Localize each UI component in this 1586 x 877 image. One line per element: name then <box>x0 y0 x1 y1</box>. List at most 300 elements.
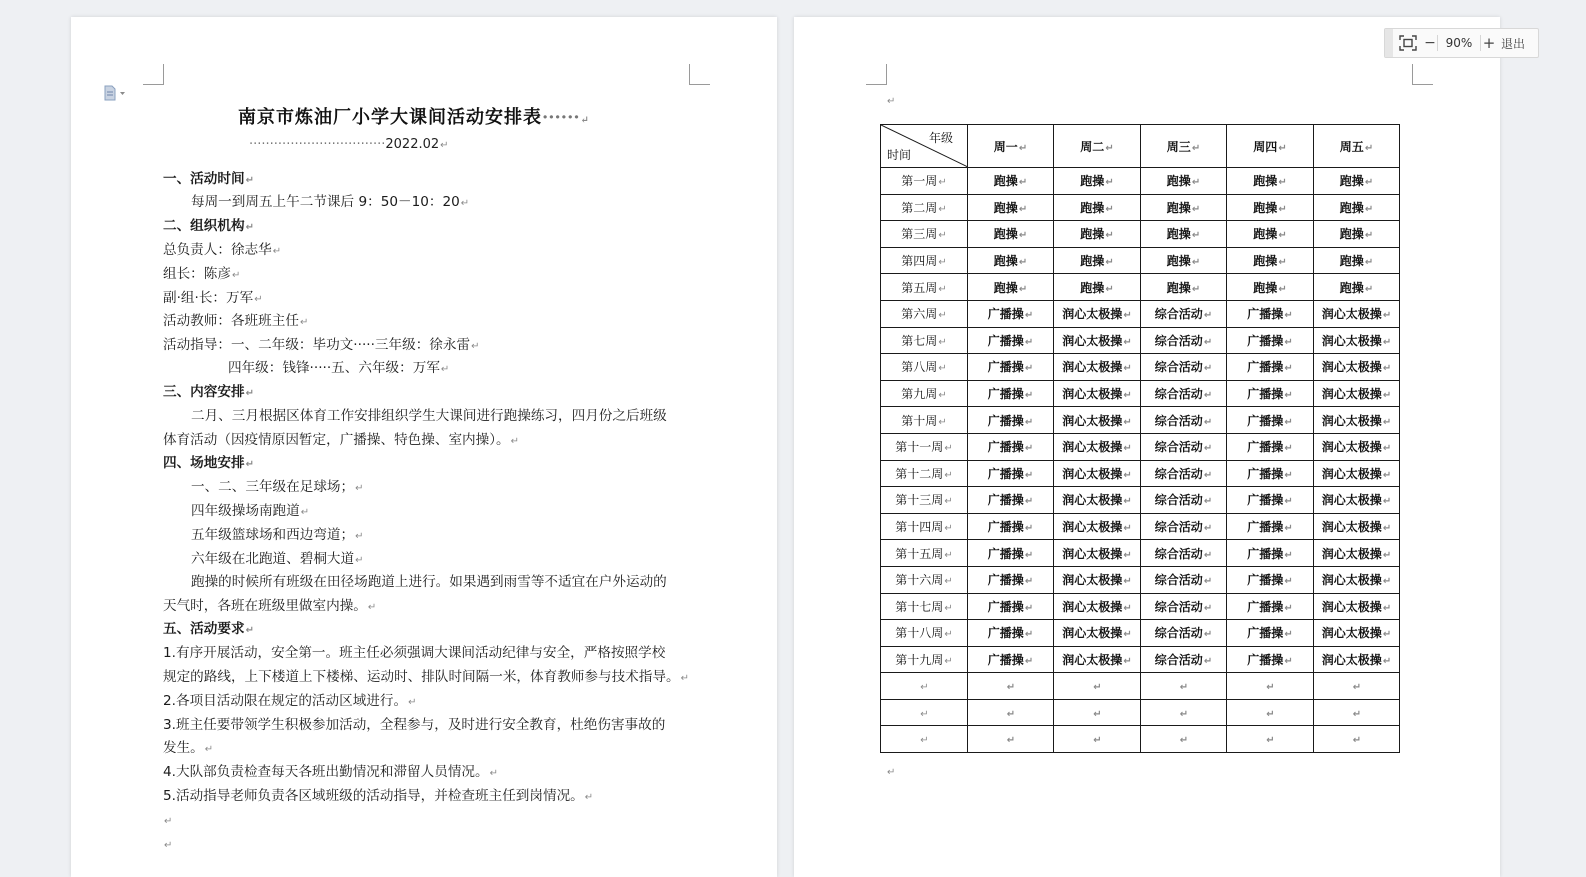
paragraph-mark: ↵ <box>1191 257 1201 269</box>
paragraph-mark: ↵ <box>944 469 953 481</box>
table-cell-activity-text: 综合活动 <box>1154 387 1203 402</box>
table-cell-activity <box>1227 433 1314 460</box>
paragraph-mark: ↵ <box>1179 708 1189 720</box>
table-cell-activity <box>968 354 1054 381</box>
text-line: 4.大队部负责检查每天各班出勤情况和滞留人员情况。↵ <box>163 764 499 780</box>
table-cell-activity-text: 广播操 <box>987 360 1024 375</box>
document-page-1 <box>71 17 777 877</box>
paragraph-mark: ↵ <box>1018 177 1028 189</box>
paragraph-mark: ↵ <box>1179 735 1189 747</box>
paragraph-mark: ↵ <box>1284 416 1293 428</box>
table-cell-activity-text: 润心太极操 <box>1062 466 1123 481</box>
table-row <box>881 194 1400 221</box>
table-cell-activity-text: 跑操 <box>1253 280 1278 295</box>
paragraph-mark: ↵ <box>1191 283 1201 295</box>
table-cell-activity <box>1227 487 1314 514</box>
table-cell-activity-text: 广播操 <box>1247 387 1284 402</box>
paragraph-mark: ↵ <box>1203 549 1213 561</box>
table-cell-week-text: 第十一周 <box>895 440 944 455</box>
paragraph-mark: ↵ <box>944 576 953 588</box>
table-header-day <box>1314 125 1400 168</box>
section-heading-content: 三、内容安排↵ <box>163 384 254 400</box>
table-cell-activity <box>1054 513 1141 540</box>
paragraph-mark: ↵ <box>1364 283 1374 295</box>
paragraph-mark: ↵ <box>1382 602 1392 614</box>
table-cell-week-text: 第十五周 <box>895 546 944 561</box>
table-cell-activity <box>968 327 1054 354</box>
paragraph-mark: ↵ <box>1203 655 1213 667</box>
paragraph-mark: ↵ <box>938 177 947 189</box>
paragraph-mark: ↵ <box>938 230 947 242</box>
table-cell-activity <box>1227 566 1314 593</box>
table-cell-activity <box>1314 221 1400 248</box>
paragraph-mark: ↵ <box>1364 203 1374 215</box>
table-cell-activity <box>1227 354 1314 381</box>
text-line: 活动教师：各班班主任↵ <box>163 313 309 329</box>
table-cell-activity-text: 广播操 <box>1247 413 1284 428</box>
table-cell-activity-text: 跑操 <box>993 174 1018 189</box>
paragraph-mark: ↵ <box>1203 629 1213 641</box>
table-row <box>881 221 1400 248</box>
table-cell-activity-text: 润心太极操 <box>1321 520 1382 535</box>
paragraph-mark: ↵ <box>944 549 953 561</box>
table-cell-activity-text: 综合活动 <box>1154 573 1203 588</box>
table-cell-activity-text: 广播操 <box>987 440 1024 455</box>
section-heading-venue: 四、场地安排↵ <box>163 455 254 471</box>
table-cell-activity-text: 跑操 <box>1253 174 1278 189</box>
table-cell-activity <box>1054 194 1141 221</box>
paragraph-mark: ↵ <box>1266 735 1275 747</box>
paragraph-mark: ↵ <box>1203 443 1213 455</box>
zoom-in-button[interactable]: + <box>1482 34 1496 52</box>
table-cell-activity <box>1314 673 1400 700</box>
table-cell-activity-text: 广播操 <box>987 466 1024 481</box>
table-cell-week <box>881 540 968 567</box>
paragraph-mark: ↵ <box>1123 496 1132 508</box>
crop-mark-top-right <box>689 64 710 85</box>
table-cell-activity <box>1314 699 1400 726</box>
paragraph-mark: ↵ <box>1284 336 1293 348</box>
table-cell-week <box>881 513 968 540</box>
table-cell-activity <box>968 673 1054 700</box>
paragraph-mark: ↵ <box>1191 203 1201 215</box>
toolbar-grip[interactable] <box>1385 29 1393 57</box>
table-cell-activity-text: 跑操 <box>1080 280 1105 295</box>
section-heading-time: 一、活动时间↵ <box>163 171 254 187</box>
table-cell-week <box>881 673 968 700</box>
table-cell-activity <box>1054 433 1141 460</box>
table-cell-activity <box>968 487 1054 514</box>
paragraph-mark: ↵ <box>1105 257 1114 269</box>
paragraph-mark: ↵ <box>1123 576 1132 588</box>
table-cell-activity-text: 润心太极操 <box>1062 440 1123 455</box>
table-cell-activity-text: 跑操 <box>1253 227 1278 242</box>
table-cell-activity <box>1227 221 1314 248</box>
paragraph-mark: ↵ <box>1266 682 1275 694</box>
text-line: 体育活动（因疫情原因暂定，广播操、特色操、室内操）。↵ <box>163 432 520 448</box>
table-cell-activity-text: 综合活动 <box>1154 626 1203 641</box>
paragraph-mark: ↵ <box>1024 576 1034 588</box>
text-line: 跑操的时候所有班级在田径场跑道上进行。如果遇到雨雪等不适宜在户外运动的 <box>191 574 667 590</box>
paragraph-mark: ↵ <box>1093 682 1102 694</box>
table-cell-activity-text: 广播操 <box>1247 599 1284 614</box>
empty-paragraph: ↵ <box>887 767 896 778</box>
paragraph-mark: ↵ <box>1203 390 1213 402</box>
table-cell-activity <box>1314 566 1400 593</box>
document-page-2 <box>794 17 1500 877</box>
paragraph-mark: ↵ <box>1284 549 1293 561</box>
text-line: 1.有序开展活动，安全第一。班主任必须强调大课间活动纪律与安全，严格按照学校 <box>163 645 666 661</box>
table-cell-activity-text: 综合活动 <box>1154 307 1203 322</box>
table-cell-activity-text: 综合活动 <box>1154 466 1203 481</box>
paragraph-mark: ↵ <box>1284 655 1293 667</box>
paragraph-mark: ↵ <box>938 257 947 269</box>
paragraph-mark: ↵ <box>944 523 953 535</box>
paragraph-mark: ↵ <box>1278 203 1287 215</box>
table-cell-activity <box>1054 726 1141 753</box>
table-cell-activity-text: 跑操 <box>1339 174 1364 189</box>
paragraph-mark: ↵ <box>1191 177 1201 189</box>
paragraph-mark: ↵ <box>1123 336 1132 348</box>
table-cell-activity-text: 润心太极操 <box>1062 520 1123 535</box>
paragraph-mark: ↵ <box>1203 310 1213 322</box>
table-cell-activity <box>968 726 1054 753</box>
empty-paragraph: ↵ <box>887 96 896 107</box>
paragraph-mark: ↵ <box>938 416 947 428</box>
table-cell-week <box>881 327 968 354</box>
table-cell-activity-text: 广播操 <box>1247 546 1284 561</box>
table-cell-activity-text: 润心太极操 <box>1321 626 1382 641</box>
table-cell-activity <box>1054 487 1141 514</box>
table-cell-activity-text: 综合活动 <box>1154 360 1203 375</box>
table-cell-week-text: 第十八周 <box>895 626 944 641</box>
paragraph-mark: ↵ <box>1284 469 1293 481</box>
table-header-day-text: 周一 <box>993 139 1018 154</box>
table-cell-activity <box>968 221 1054 248</box>
table-cell-activity-text: 跑操 <box>993 200 1018 215</box>
paragraph-mark: ↵ <box>1382 443 1392 455</box>
paragraph-mark: ↵ <box>1382 523 1392 535</box>
paragraph-mark: ↵ <box>1024 549 1034 561</box>
fit-page-icon[interactable] <box>1393 29 1423 57</box>
table-cell-activity-text: 广播操 <box>987 573 1024 588</box>
paragraph-mark: ↵ <box>1093 708 1102 720</box>
table-cell-activity-text: 润心太极操 <box>1062 360 1123 375</box>
table-cell-week <box>881 620 968 647</box>
paragraph-mark: ↵ <box>1284 363 1293 375</box>
table-cell-activity-text: 跑操 <box>1080 200 1105 215</box>
paragraph-mark: ↵ <box>938 283 947 295</box>
text-line: 副·组·长：万军↵ <box>163 290 263 306</box>
table-cell-activity <box>968 407 1054 434</box>
paragraph-mark: ↵ <box>1352 682 1362 694</box>
paragraph-mark: ↵ <box>1352 708 1362 720</box>
table-cell-activity-text: 跑操 <box>1339 280 1364 295</box>
table-cell-activity <box>1227 300 1314 327</box>
table-cell-activity-text: 广播操 <box>987 307 1024 322</box>
table-row <box>881 646 1400 673</box>
table-cell-activity-text: 跑操 <box>1166 227 1191 242</box>
table-cell-activity-text: 跑操 <box>1166 174 1191 189</box>
table-cell-activity-text: 润心太极操 <box>1062 387 1123 402</box>
paragraph-mark: ↵ <box>1284 310 1293 322</box>
paragraph-mark: ↵ <box>1024 363 1034 375</box>
table-cell-activity <box>1141 487 1227 514</box>
document-menu-icon[interactable] <box>103 85 127 101</box>
paragraph-mark: ↵ <box>1018 230 1028 242</box>
paragraph-mark: ↵ <box>1018 203 1028 215</box>
table-cell-activity <box>1141 274 1227 301</box>
table-cell-activity-text: 广播操 <box>1247 466 1284 481</box>
empty-paragraph: ↵ <box>164 816 173 827</box>
table-cell-activity-text: 跑操 <box>1080 174 1105 189</box>
paragraph-mark: ↵ <box>1382 336 1392 348</box>
paragraph-mark: ↵ <box>1191 142 1201 154</box>
table-cell-activity <box>1141 168 1227 195</box>
table-row <box>881 513 1400 540</box>
table-cell-activity-text: 广播操 <box>1247 626 1284 641</box>
table-cell-activity-text: 跑操 <box>993 280 1018 295</box>
crop-mark-top-right <box>1412 64 1433 85</box>
table-cell-activity <box>1141 194 1227 221</box>
paragraph-mark: ↵ <box>938 336 947 348</box>
table-cell-activity-text: 跑操 <box>1166 280 1191 295</box>
text-line: 2.各项目活动限在规定的活动区域进行。↵ <box>163 693 417 709</box>
paragraph-mark: ↵ <box>1123 363 1132 375</box>
table-cell-activity <box>1314 247 1400 274</box>
table-cell-activity-text: 跑操 <box>1339 227 1364 242</box>
paragraph-mark: ↵ <box>1006 735 1016 747</box>
paragraph-mark: ↵ <box>1382 629 1392 641</box>
table-cell-activity <box>1314 540 1400 567</box>
table-cell-activity-text: 广播操 <box>1247 652 1284 667</box>
table-cell-activity-text: 广播操 <box>987 520 1024 535</box>
table-cell-activity-text: 跑操 <box>1080 254 1105 269</box>
corner-label-grade: 年级 <box>928 131 953 145</box>
table-row <box>881 407 1400 434</box>
table-cell-activity-text: 广播操 <box>987 413 1024 428</box>
paragraph-mark: ↵ <box>938 203 947 215</box>
table-cell-activity-text: 广播操 <box>1247 333 1284 348</box>
table-cell-activity <box>968 513 1054 540</box>
table-row <box>881 540 1400 567</box>
paragraph-mark: ↵ <box>1284 576 1293 588</box>
table-cell-activity-text: 广播操 <box>1247 307 1284 322</box>
table-cell-activity-text: 广播操 <box>987 652 1024 667</box>
table-cell-activity-text: 广播操 <box>987 546 1024 561</box>
paragraph-mark: ↵ <box>1123 443 1132 455</box>
paragraph-mark: ↵ <box>1191 230 1201 242</box>
paragraph-mark: ↵ <box>938 363 947 375</box>
table-cell-activity <box>1054 460 1141 487</box>
paragraph-mark: ↵ <box>1352 735 1362 747</box>
table-cell-activity <box>1314 407 1400 434</box>
paragraph-mark: ↵ <box>1203 496 1213 508</box>
table-row <box>881 487 1400 514</box>
paragraph-mark: ↵ <box>1123 523 1132 535</box>
table-cell-activity-text: 润心太极操 <box>1321 440 1382 455</box>
table-cell-activity-text: 综合活动 <box>1154 546 1203 561</box>
table-cell-activity <box>1227 168 1314 195</box>
table-cell-activity <box>968 168 1054 195</box>
paragraph-mark: ↵ <box>1278 230 1287 242</box>
table-cell-activity <box>1314 168 1400 195</box>
table-cell-activity <box>1314 354 1400 381</box>
text-line: 四年级操场南跑道↵ <box>191 503 310 519</box>
table-cell-activity-text: 润心太极操 <box>1062 307 1123 322</box>
paragraph-mark: ↵ <box>1203 523 1213 535</box>
paragraph-mark: ↵ <box>1105 177 1114 189</box>
table-cell-activity <box>1227 247 1314 274</box>
paragraph-mark: ↵ <box>1266 708 1275 720</box>
table-cell-activity-text: 跑操 <box>1166 200 1191 215</box>
table-cell-activity-text: 跑操 <box>1080 227 1105 242</box>
text-line: 一、二、三年级在足球场；↵ <box>191 479 364 495</box>
table-cell-activity-text: 跑操 <box>993 227 1018 242</box>
zoom-out-button[interactable]: − <box>1424 35 1436 51</box>
paragraph-mark: ↵ <box>1006 708 1016 720</box>
table-header-day <box>968 125 1054 168</box>
table-cell-activity-text: 润心太极操 <box>1062 333 1123 348</box>
table-cell-activity-text: 润心太极操 <box>1321 573 1382 588</box>
zoom-level[interactable]: 90% <box>1445 36 1473 50</box>
table-cell-activity-text: 润心太极操 <box>1062 413 1123 428</box>
paragraph-mark: ↵ <box>1024 469 1034 481</box>
table-cell-week-text: 第十周 <box>901 413 938 428</box>
table-cell-activity-text: 润心太极操 <box>1321 599 1382 614</box>
table-cell-activity <box>1054 274 1141 301</box>
table-cell-activity <box>1141 380 1227 407</box>
table-cell-activity <box>968 300 1054 327</box>
table-cell-week <box>881 300 968 327</box>
table-cell-activity <box>1227 274 1314 301</box>
paragraph-mark: ↵ <box>1278 177 1287 189</box>
text-line: 总负责人：徐志华↵ <box>163 242 282 258</box>
paragraph-mark: ↵ <box>1018 142 1028 154</box>
text-line: 六年级在北跑道、碧桐大道↵ <box>191 551 364 567</box>
table-cell-activity-text: 综合活动 <box>1154 652 1203 667</box>
table-cell-activity <box>1054 327 1141 354</box>
table-cell-activity <box>1141 593 1227 620</box>
table-cell-week <box>881 433 968 460</box>
table-cell-week-text: 第十二周 <box>895 466 944 481</box>
paragraph-mark: ↵ <box>1123 469 1132 481</box>
exit-button[interactable]: 退出 <box>1500 36 1525 51</box>
table-cell-activity-text: 综合活动 <box>1154 440 1203 455</box>
paragraph-mark: ↵ <box>1018 257 1028 269</box>
table-cell-activity <box>1227 726 1314 753</box>
table-corner-cell <box>881 125 968 168</box>
text-line: 发生。↵ <box>163 740 214 756</box>
paragraph-mark: ↵ <box>1105 230 1114 242</box>
table-row <box>881 726 1400 753</box>
table-cell-activity <box>1054 168 1141 195</box>
table-cell-week-text: 第六周 <box>901 307 938 322</box>
table-cell-activity-text: 润心太极操 <box>1062 626 1123 641</box>
table-header-day <box>1054 125 1141 168</box>
table-cell-activity-text: 综合活动 <box>1154 520 1203 535</box>
paragraph-mark: ↵ <box>1024 310 1034 322</box>
table-cell-activity <box>1141 433 1227 460</box>
table-cell-activity-text: 广播操 <box>1247 493 1284 508</box>
table-cell-activity-text: 润心太极操 <box>1062 599 1123 614</box>
table-cell-week-text: 第二周 <box>901 200 938 215</box>
text-line: 每周一到周五上午二节课后 9：50－10：20↵ <box>191 194 470 210</box>
table-cell-activity-text: 跑操 <box>1339 254 1364 269</box>
table-cell-week-text: 第十六周 <box>895 573 944 588</box>
table-row <box>881 620 1400 647</box>
table-cell-activity <box>1141 513 1227 540</box>
table-cell-week <box>881 274 968 301</box>
table-cell-week <box>881 380 968 407</box>
table-cell-activity <box>1054 354 1141 381</box>
table-cell-activity-text: 润心太极操 <box>1321 333 1382 348</box>
text-line: 规定的路线，上下楼道上下楼梯、运动时、排队时间隔一米，体育教师参与技术指导。↵ <box>163 669 689 685</box>
paragraph-mark: ↵ <box>1123 549 1132 561</box>
paragraph-mark: ↵ <box>1382 416 1392 428</box>
table-row <box>881 593 1400 620</box>
empty-paragraph: ↵ <box>164 840 173 851</box>
paragraph-mark: ↵ <box>1024 655 1034 667</box>
table-row <box>881 673 1400 700</box>
table-cell-activity-text: 广播操 <box>987 387 1024 402</box>
table-cell-activity-text: 润心太极操 <box>1321 466 1382 481</box>
table-cell-activity <box>1054 221 1141 248</box>
text-line: 活动指导：一、二年级：毕功文·····三年级：徐永雷↵ <box>163 337 480 353</box>
table-cell-activity <box>968 593 1054 620</box>
paragraph-mark: ↵ <box>938 310 947 322</box>
paragraph-mark: ↵ <box>1203 416 1213 428</box>
table-cell-week <box>881 194 968 221</box>
table-header-row <box>881 125 1400 168</box>
table-cell-activity <box>1314 593 1400 620</box>
table-cell-activity <box>1314 513 1400 540</box>
table-cell-activity <box>1054 593 1141 620</box>
table-cell-activity-text: 润心太极操 <box>1062 573 1123 588</box>
table-cell-week-text: 第十七周 <box>895 599 944 614</box>
table-cell-activity-text: 广播操 <box>987 333 1024 348</box>
paragraph-mark: ↵ <box>1382 496 1392 508</box>
table-header-day <box>1227 125 1314 168</box>
table-cell-activity <box>1227 593 1314 620</box>
paragraph-mark: ↵ <box>1203 602 1213 614</box>
paragraph-mark: ↵ <box>1364 230 1374 242</box>
table-row <box>881 354 1400 381</box>
table-row <box>881 274 1400 301</box>
table-cell-activity-text: 跑操 <box>1253 200 1278 215</box>
paragraph-mark: ↵ <box>1024 496 1034 508</box>
table-cell-activity <box>1054 566 1141 593</box>
table-cell-week <box>881 354 968 381</box>
text-line: 3.班主任要带领学生积极参加活动，全程参与，及时进行安全教育，杜绝伤害事故的 <box>163 717 666 733</box>
table-cell-activity <box>1227 673 1314 700</box>
table-cell-activity <box>968 540 1054 567</box>
table-cell-week <box>881 566 968 593</box>
paragraph-mark: ↵ <box>1105 283 1114 295</box>
paragraph-mark: ↵ <box>1179 682 1189 694</box>
table-cell-activity-text: 润心太极操 <box>1321 360 1382 375</box>
table-cell-activity <box>1314 620 1400 647</box>
table-cell-activity-text: 跑操 <box>993 254 1018 269</box>
table-cell-week-text: 第三周 <box>901 227 938 242</box>
table-header-day-text: 周五 <box>1339 139 1364 154</box>
table-row <box>881 247 1400 274</box>
paragraph-mark: ↵ <box>1382 310 1392 322</box>
table-cell-week-text: 第十九周 <box>895 652 944 667</box>
paragraph-mark: ↵ <box>1123 416 1132 428</box>
table-cell-week-text: 第四周 <box>901 254 938 269</box>
table-cell-activity <box>968 699 1054 726</box>
